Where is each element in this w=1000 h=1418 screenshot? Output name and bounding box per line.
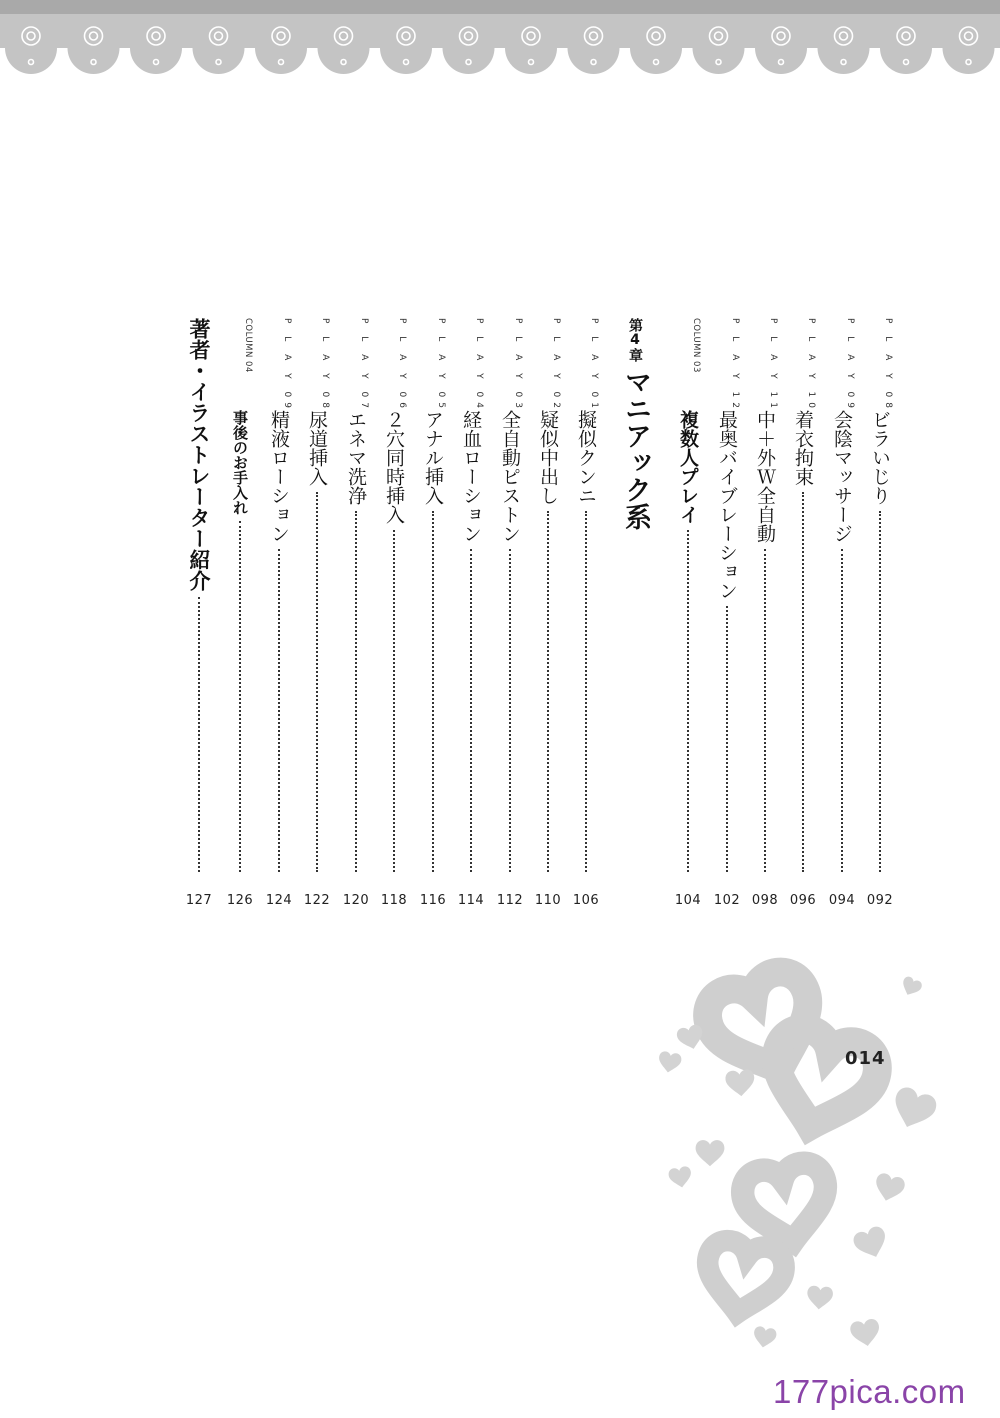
hearts-decoration: [640, 940, 960, 1360]
lace-scallop: [255, 22, 307, 74]
lace-scallop: [505, 22, 557, 74]
entry-title: 経血ローション: [460, 410, 482, 543]
entry-page: 092: [866, 893, 894, 908]
toc-entry[interactable]: [420, 318, 446, 908]
entry-page: 106: [572, 893, 600, 908]
entry-label: COLUMN 03: [691, 318, 701, 373]
lace-scallop: [380, 22, 432, 74]
toc-entry[interactable]: [790, 318, 816, 908]
entry-page: 124: [265, 893, 293, 908]
entry-label: P L A Y 01: [589, 318, 599, 413]
entry-page: 120: [342, 893, 370, 908]
dot-leader: [278, 549, 280, 872]
entry-label: P L A Y 08: [320, 318, 330, 413]
dot-leader: [726, 606, 728, 872]
toc-entry[interactable]: [573, 318, 599, 908]
entry-title: 着衣拘束: [792, 410, 814, 486]
entry-page: 104: [674, 893, 702, 908]
toc-entry[interactable]: [304, 318, 330, 908]
dot-leader: [879, 511, 881, 872]
lace-scallop: [568, 22, 620, 74]
entry-title: 疑似中出し: [537, 410, 559, 505]
entry-label: COLUMN 04: [243, 318, 253, 373]
lace-scallop: [818, 22, 870, 74]
dot-leader: [432, 511, 434, 872]
dot-leader: [764, 549, 766, 872]
toc-entry[interactable]: [829, 318, 855, 908]
entry-label: P L A Y 02: [551, 318, 561, 413]
entry-title: 擬似クンニ: [575, 410, 597, 505]
entry-title: 事後のお手入れ: [231, 410, 249, 515]
entry-label: P L A Y 12: [730, 318, 740, 413]
entry-title: 会陰マッサージ: [831, 410, 853, 543]
entry-title: 中＋外Ｗ全自動: [754, 410, 776, 543]
dot-leader: [547, 511, 549, 872]
dot-leader: [470, 549, 472, 872]
entry-page: 102: [713, 893, 741, 908]
entry-label: P L A Y 05: [436, 318, 446, 413]
toc-entry[interactable]: [227, 318, 253, 908]
lace-scallop: [755, 22, 807, 74]
toc-entry[interactable]: [675, 318, 701, 908]
entry-page: 126: [226, 893, 254, 908]
entry-page: 096: [789, 893, 817, 908]
entry-page: 122: [303, 893, 331, 908]
dot-leader: [198, 597, 200, 872]
lace-scallop: [5, 22, 57, 74]
lace-scallop: [193, 22, 245, 74]
outline-hearts-icon: [700, 965, 884, 1320]
entry-title: ２穴同時挿入: [383, 410, 405, 524]
lace-scallop: [943, 22, 995, 74]
toc-entry[interactable]: [381, 318, 407, 908]
entry-page: 114: [457, 893, 485, 908]
dot-leader: [239, 521, 241, 872]
dot-leader: [687, 530, 689, 872]
chapter-heading: [619, 318, 651, 578]
lace-scallop: [443, 22, 495, 74]
entry-title: 精液ローション: [268, 410, 290, 543]
toc-entry[interactable]: [867, 318, 893, 908]
lace-border: [0, 0, 1000, 78]
lace-scallop: [880, 22, 932, 74]
entry-label: P L A Y 06: [397, 318, 407, 413]
dot-leader: [841, 549, 843, 872]
dot-leader: [393, 530, 395, 872]
entry-page: 112: [496, 893, 524, 908]
entry-label: P L A Y 07: [359, 318, 369, 413]
toc-entry[interactable]: [186, 318, 212, 908]
dot-leader: [585, 511, 587, 872]
lace-scallop: [318, 22, 370, 74]
dot-leader: [802, 492, 804, 872]
toc-entry[interactable]: [266, 318, 292, 908]
entry-label: P L A Y 08: [883, 318, 893, 413]
page-number: 014: [845, 1048, 886, 1069]
entry-title: エネマ洗浄: [345, 410, 367, 505]
toc-entry[interactable]: [535, 318, 561, 908]
entry-title: 著者・イラストレーター紹介: [187, 318, 211, 591]
entry-title: ビラいじり: [869, 410, 891, 505]
entry-title: 最奥バイブレーション: [716, 410, 738, 600]
entry-label: P L A Y 03: [513, 318, 523, 413]
entry-label: P L A Y 09: [282, 318, 292, 413]
lace-scallop: [68, 22, 120, 74]
dot-leader: [509, 549, 511, 872]
toc-entry[interactable]: [458, 318, 484, 908]
watermark[interactable]: 177pica.com: [773, 1373, 966, 1410]
entry-page: 116: [419, 893, 447, 908]
toc-entry[interactable]: [752, 318, 778, 908]
chapter-number: 第4章: [627, 318, 643, 362]
toc-entry[interactable]: [497, 318, 523, 908]
dot-leader: [355, 511, 357, 872]
entry-page: 127: [185, 893, 213, 908]
toc-entry[interactable]: [343, 318, 369, 908]
entry-page: 110: [534, 893, 562, 908]
entry-label: P L A Y 04: [474, 318, 484, 413]
lace-scallop: [630, 22, 682, 74]
entry-title: 尿道挿入: [306, 410, 328, 486]
lace-scallop: [130, 22, 182, 74]
toc-entry[interactable]: [714, 318, 740, 908]
entry-page: 094: [828, 893, 856, 908]
entry-label: P L A Y 09: [845, 318, 855, 413]
entry-title: 全自動ピストン: [499, 410, 521, 543]
lace-scallop: [693, 22, 745, 74]
entry-page: 098: [751, 893, 779, 908]
entry-title: アナル挿入: [422, 410, 444, 505]
chapter-title: マニアック系: [620, 368, 651, 530]
entry-title: 複数人プレイ: [677, 410, 699, 524]
dot-leader: [316, 492, 318, 872]
entry-page: 118: [380, 893, 408, 908]
entry-label: P L A Y 11: [768, 318, 778, 413]
entry-label: P L A Y 10: [806, 318, 816, 413]
